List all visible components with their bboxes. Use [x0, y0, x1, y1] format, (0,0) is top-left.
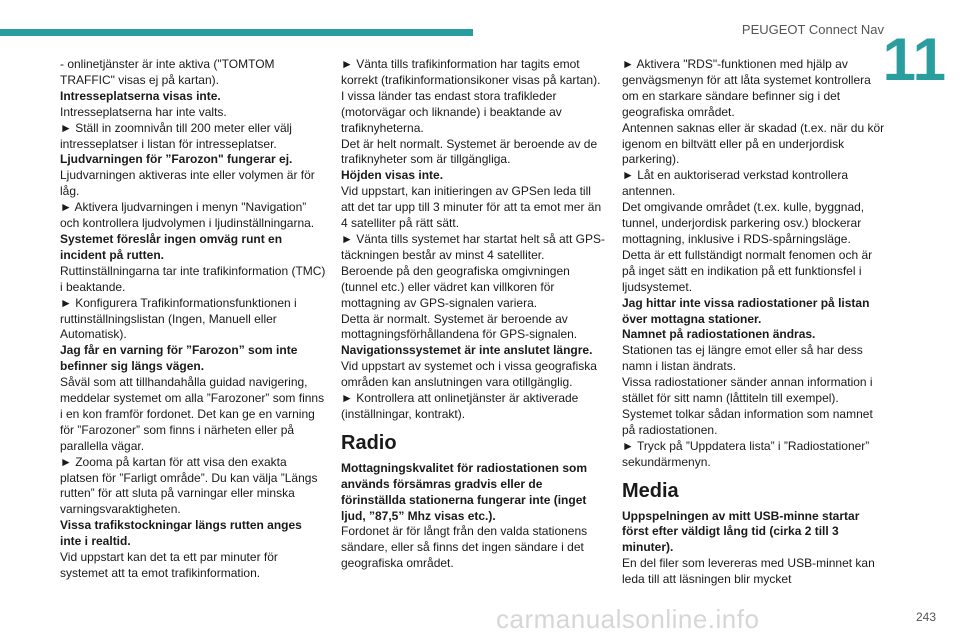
question-heading: Vissa trafikstockningar längs rutten anges inte i realtid. [60, 518, 302, 549]
text-column-1 [60, 57, 326, 582]
paragraph: Det är helt normalt. Systemet är beroende av de trafiknyheter som är tillgängliga. [341, 136, 598, 167]
paragraph: Det omgivande området (t.ex. kulle, byggnad, tunnel, underjordisk parkering osv.) blockerar mottagning, inklusive i RDS-spårningsläge. [622, 200, 865, 246]
question-heading: Namnet på radiostationen ändras. [622, 327, 816, 342]
header-title: PEUGEOT Connect Nav [741, 22, 884, 37]
watermark: carmanualsonline.info [496, 604, 760, 634]
paragraph: Beroende på den geografiska omgivningen (tunnel etc.) eller vädret kan villkoren för mottagning av GPS-signalen variera. [341, 263, 570, 310]
paragraph: Ljudvarningen aktiveras inte eller volymen är för låg. [60, 168, 315, 199]
paragraph: Stationen tas ej längre emot eller så har dess namn i listan ändrats. [622, 343, 863, 374]
paragraph: Såväl som att tillhandahålla guidad navigering, meddelar systemet om alla ”Farozoner” som finns i en kon framför fordonet. Det kan ge en varning för ”Farozoner” som finns i närheten eller på parallella vägar. [60, 375, 325, 453]
paragraph: Detta är normalt. Systemet är beroende av mottagningsförhållandena för GPS-signalen. [341, 311, 578, 342]
paragraph: Intresseplatserna har inte valts. [60, 104, 227, 119]
paragraph: Fordonet är för långt från den valda stationens sändare, eller så finns det ingen sändare i det geografiska området. [341, 524, 588, 571]
paragraph: Ruttinställningarna tar inte trafikinformation (TMC) i beaktande. [60, 263, 326, 294]
paragraph: ► Aktivera "RDS"-funktionen med hjälp av genvägsmenyn för att låta systemet kontrollera om en starkare sändare befinner sig i det geografiska området. [622, 57, 871, 119]
question-heading: Systemet föreslår ingen omväg runt en incident på rutten. [60, 231, 283, 262]
paragraph: ► Konfigurera Trafikinformationsfunktionen i ruttinställningslistan (Ingen, Manuell eller Automatisk). [60, 295, 297, 342]
paragraph: ► Vänta tills trafikinformation har tagits emot korrekt (trafikinformationsikoner visas på kartan). [341, 57, 601, 87]
paragraph: Antennen saknas eller är skadad (t.ex. när du kör igenom en biltvätt eller på en underjordisk parkering). [622, 120, 885, 167]
paragraph: Systemet tolkar sådan information som namnet på radiostationen. [622, 406, 873, 437]
header-accent-bar [0, 29, 473, 36]
question-heading: Jag får en varning för ”Farozon” som inte befinner sig längs vägen. [60, 343, 298, 374]
text-column-3 [622, 57, 888, 588]
paragraph: I vissa länder tas endast stora trafikleder (motorvägar och liknande) i beaktande av trafiknyheterna. [341, 88, 562, 135]
paragraph: ► Zooma på kartan för att visa den exakta platsen för ”Farligt område”. Du kan välja ”Längs rutten” för att sluta på varningar eller minska varningsvaraktigheten. [60, 454, 318, 517]
paragraph: - onlinetjänster är inte aktiva ("TOMTOM TRAFFIC" visas ej på kartan). [60, 57, 275, 87]
paragraph: Vid uppstart, kan initieringen av GPSen leda till att det tar upp till 3 minuter för att ta emot mer än 4 satelliter på rätt sätt. [341, 184, 602, 231]
paragraph: ► Aktivera ljudvarningen i menyn "Navigation” och kontrollera ljudvolymen i ljudinställningarna. [60, 200, 315, 231]
paragraph: ► Kontrollera att onlinetjänster är aktiverade (inställningar, kontrakt). [341, 391, 579, 421]
paragraph: Vissa radiostationer sänder annan information i stället för sitt namn (låttiteln till exempel). [622, 375, 873, 406]
paragraph: ► Ställ in zoomnivån till 200 meter eller välj intresseplatser i listan för intresseplatser. [60, 120, 292, 151]
paragraph: ► Låt en auktoriserad verkstad kontrollera antennen. [622, 168, 848, 199]
question-heading: Uppspelningen av mitt USB-minne startar först efter väldigt lång tid (cirka 2 till 3 minuter). [622, 508, 860, 555]
question-heading: Navigationssystemet är inte anslutet längre. [341, 343, 593, 358]
section-heading: Media [622, 479, 679, 502]
page-number: 243 [915, 610, 936, 624]
text-column-2 [341, 57, 607, 572]
paragraph: Vid uppstart kan det ta ett par minuter för systemet att ta emot trafikinformation. [60, 550, 278, 580]
paragraph: Detta är ett fullständigt normalt fenomen och är på inget sätt en indikation på ett funktionsfel i ljudsystemet. [622, 247, 873, 294]
paragraph: ► Vänta tills systemet har startat helt så att GPS-täckningen består av minst 4 satelliter. [341, 231, 605, 262]
section-heading: Radio [341, 431, 397, 454]
question-heading: Ljudvarningen för ”Farozon" fungerar ej. [60, 152, 293, 167]
paragraph: ► Tryck på ”Uppdatera lista” i ”Radiostationer” sekundärmenyn. [622, 438, 870, 469]
chapter-number: 11 [882, 26, 946, 93]
paragraph: En del filer som levereras med USB-minnet kan leda till att läsningen blir mycket [622, 556, 875, 587]
question-heading: Höjden visas inte. [341, 168, 444, 183]
question-heading: Intresseplatserna visas inte. [60, 88, 221, 103]
paragraph: Vid uppstart av systemet och i vissa geografiska områden kan anslutningen vara otillgänglig. [341, 359, 597, 390]
question-heading: Mottagningskvalitet för radiostationen som används försämras gradvis eller de förinställda stationerna fungerar inte (inget ljud, ”87,5” Mhz visas etc.). [341, 460, 588, 523]
question-heading: Jag hittar inte vissa radiostationer på listan över mottagna stationer. [622, 295, 870, 326]
